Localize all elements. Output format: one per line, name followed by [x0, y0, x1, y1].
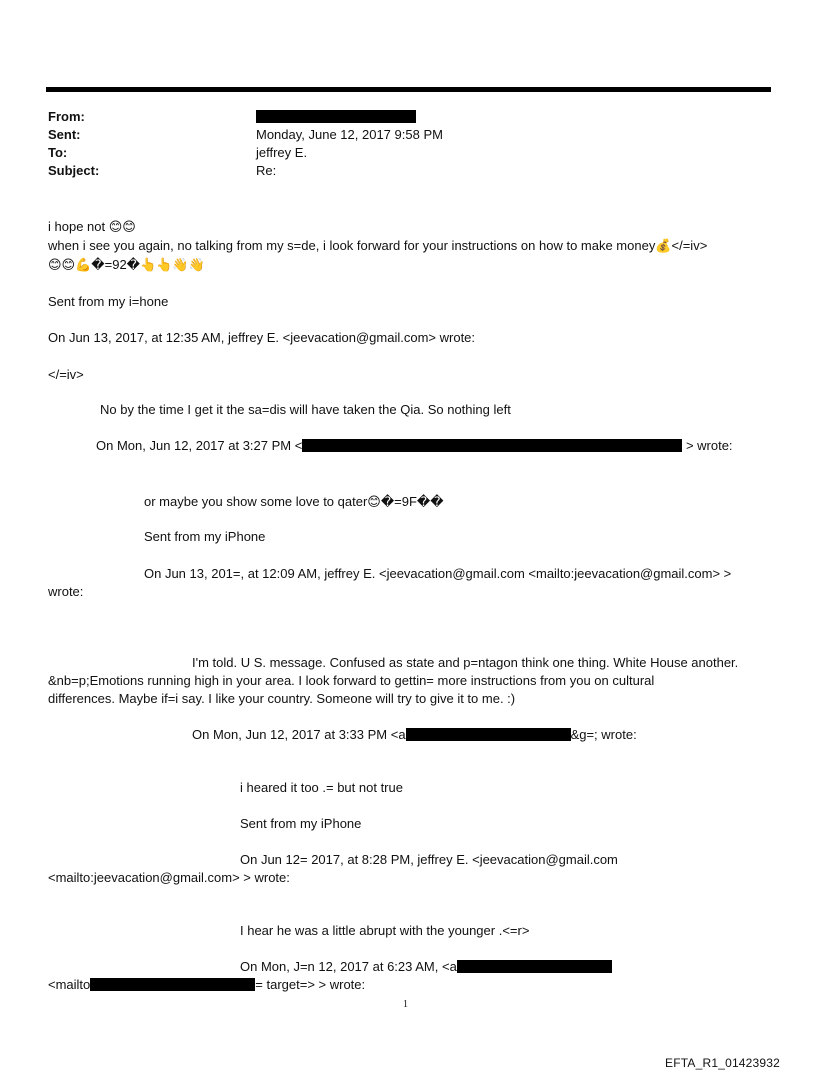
- to-value: jeffrey E.: [256, 145, 308, 160]
- quoted-line: differences. Maybe if=i say. I like your country. Someone will try to give it to me. :): [48, 691, 516, 706]
- quote-header: [240, 958, 612, 975]
- redacted-email: [406, 728, 571, 741]
- quote-header-text: On Mon, Jun 12, 2017 at 3:27 PM <: [96, 438, 303, 453]
- sent-value: Monday, June 12, 2017 9:58 PM: [256, 127, 443, 142]
- quoted-line: i heared it too .= but not true: [240, 780, 403, 795]
- quote-header: [192, 726, 637, 743]
- document-id: EFTA_R1_01423932: [665, 1056, 781, 1070]
- quote-header: On Jun 13, 201=, at 12:09 AM, jeffrey E. <jeevacation@gmail.com <mailto:jeevacation@gmail.com> >: [144, 566, 732, 581]
- quote-header-text: <mailto: [48, 977, 91, 992]
- quoted-line: or maybe you show some love to qater😊�=9F��: [144, 494, 444, 509]
- quote-header: wrote:: [48, 584, 84, 599]
- quote-header-text: &g=; wrote:: [570, 727, 637, 742]
- quote-header: <mailto:jeevacation@gmail.com> > wrote:: [48, 870, 290, 885]
- signature-line: Sent from my iPhone: [144, 529, 266, 544]
- header-rule: [46, 87, 771, 92]
- body-line: when i see you again, no talking from my s=de, i look forward for your instructions on how to make money💰</=iv>: [48, 238, 708, 253]
- subject-value: Re:: [256, 163, 277, 178]
- quoted-line: I hear he was a little abrupt with the younger .<=r>: [240, 923, 530, 938]
- quote-header-text: On Mon, Jun 12, 2017 at 3:33 PM <a: [192, 727, 406, 742]
- quote-header: On Jun 12= 2017, at 8:28 PM, jeffrey E. <jeevacation@gmail.com: [240, 852, 618, 867]
- quote-header-text: = target=> > wrote:: [255, 977, 366, 992]
- body-line: </=iv>: [48, 367, 84, 382]
- from-label: From:: [48, 109, 85, 124]
- quoted-line: &nb=p;Emotions running high in your area. I look forward to gettin= more instructions from you on cultural: [48, 673, 655, 688]
- sent-label: Sent:: [48, 127, 81, 142]
- to-label: To:: [48, 145, 68, 160]
- quote-header-text: On Mon, J=n 12, 2017 at 6:23 AM, <a: [240, 959, 457, 974]
- redacted-email: [302, 439, 682, 452]
- quote-header: [48, 976, 365, 993]
- signature-line: Sent from my iPhone: [240, 816, 362, 831]
- quoted-line: No by the time I get it the sa=dis will have taken the Qia. So nothing left: [100, 402, 511, 417]
- redacted-email: [90, 978, 255, 991]
- quote-header: [96, 437, 733, 454]
- redacted-email: [457, 960, 612, 973]
- subject-label: Subject:: [48, 163, 100, 178]
- body-line: i hope not 😊😊: [48, 219, 136, 234]
- quote-header-text: > wrote:: [682, 438, 733, 453]
- from-value-redacted: [256, 108, 416, 125]
- page-number: 1: [403, 999, 408, 1010]
- signature-line: Sent from my i=hone: [48, 294, 169, 309]
- body-line: 😊😊💪�=92�👆👆👋👋: [48, 257, 205, 272]
- quote-header: On Jun 13, 2017, at 12:35 AM, jeffrey E. <jeevacation@gmail.com> wrote:: [48, 330, 476, 345]
- quoted-line: I'm told. U S. message. Confused as state and p=ntagon think one thing. White House another.: [192, 655, 739, 670]
